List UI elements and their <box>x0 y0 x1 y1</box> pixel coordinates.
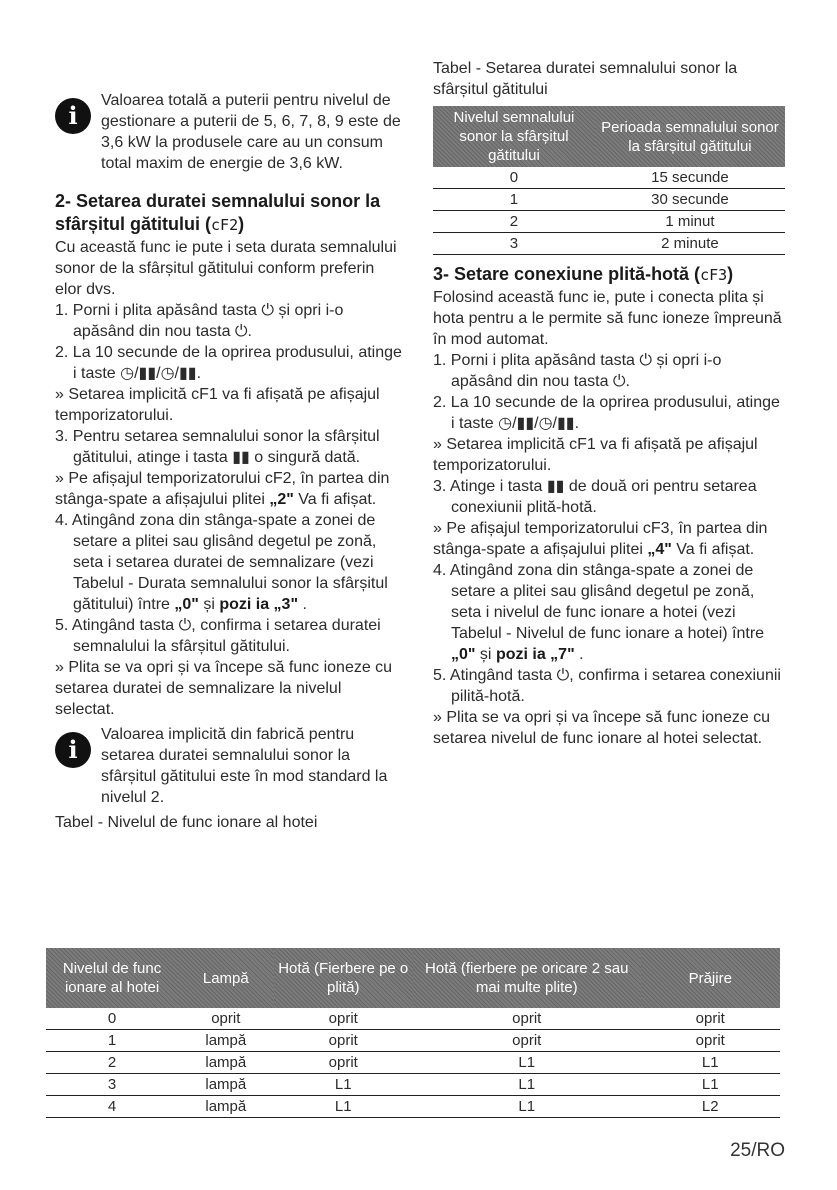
step-3: 3. Atinge i tasta ▮▮ de două ori pentru setarea conexiunii plită-hotă. <box>433 478 757 516</box>
hood-level-table <box>46 948 780 1118</box>
left-column <box>55 90 405 833</box>
right-column <box>433 58 785 749</box>
info-icon: i <box>55 732 91 768</box>
table-row: 0 15 secunde <box>433 167 785 189</box>
step-2: 2. La 10 secunde de la oprirea produsului, atinge i taste ◷/▮▮/◷/▮▮. <box>55 344 402 382</box>
step-1: 1. Porni i plita apăsând tasta ⏻ și opri i-o apăsând din nou tasta ⏻. <box>433 352 722 390</box>
note-display: » Pe afișajul temporizatorului cF3, în partea din stânga-spate a afișajului plitei „4" Va fi afișat. <box>433 520 768 558</box>
table-row: 3 lampă L1 L1 L1 <box>46 1074 780 1096</box>
code-cf3: cF3 <box>700 266 728 284</box>
step-3: 3. Pentru setarea semnalului sonor la sfârșitul gătitului, atinge i tasta ▮▮ o singură dată. <box>55 428 380 466</box>
section-2-intro: Cu această func ie pute i seta durata semnalului sonor de la sfârșitul gătitului conform preferin elor dvs. <box>55 239 397 298</box>
table-row: 1 30 secunde <box>433 189 785 211</box>
table-header: Lampă <box>178 948 273 1008</box>
page-number: 25/RO <box>730 1140 785 1161</box>
section-2-title: 2- Setarea duratei semnalului sonor la sfârșitul gătitului (cF2) <box>55 191 381 234</box>
step-4: 4. Atingând zona din stânga-spate a zonei de setare a plitei sau glisând degetul pe zonă, seta i setarea duratei de semnalizare (vezi Tabelul - Durata semnalului sonor la sfârșitul gătitului) între „0" și pozi ia „3" . <box>55 512 388 613</box>
table-header: Hotă (Fierbere pe o plită) <box>274 948 413 1008</box>
note-result: » Plita se va opri și va începe să func ioneze cu setarea nivelul de func ionare al hotei selectat. <box>433 709 771 747</box>
table-header: Hotă (fierbere pe oricare 2 sau mai multe plite) <box>413 948 641 1008</box>
table-row: 1 lampă oprit oprit oprit <box>46 1030 780 1052</box>
table-1-title: Tabel - Setarea duratei semnalului sonor la sfârșitul gătitului <box>433 60 738 98</box>
info-note-power <box>55 90 405 174</box>
section-3-title: 3- Setare conexiune plită-hotă (cF3) <box>433 264 734 284</box>
table-row: 2 1 minut <box>433 211 785 233</box>
note-default: » Setarea implicită cF1 va fi afișată pe afișajul temporizatorului. <box>55 386 380 424</box>
table-header: Prăjire <box>641 948 781 1008</box>
info-text: Valoarea totală a puterii pentru nivelul de gestionare a puterii de 5, 6, 7, 8, 9 este de 3,6 kW la produsele care au un consum total maxim de energie de 3,6 kW. <box>101 92 401 172</box>
code-cf2: cF2 <box>211 216 239 234</box>
step-5: 5. Atingând tasta ⏻, confirma i setarea duratei semnalului la sfârșitul gătitului. <box>55 617 381 655</box>
table-2-title: Tabel - Nivelul de func ionare al hotei <box>55 814 318 831</box>
table-header: Nivelul de func ionare al hotei <box>46 948 178 1008</box>
info-icon: i <box>55 98 91 134</box>
step-1: 1. Porni i plita apăsând tasta ⏻ și opri i-o apăsând din nou tasta ⏻. <box>55 302 344 340</box>
info-note-default <box>55 724 405 808</box>
note-display: » Pe afișajul temporizatorului cF2, în partea din stânga-spate a afișajului plitei „2" Va fi afișat. <box>55 470 390 508</box>
table-row: 3 2 minute <box>433 233 785 255</box>
table-header: Perioada semnalului sonor la sfârșitul gătitului <box>595 106 785 167</box>
table-row: 0 oprit oprit oprit oprit <box>46 1008 780 1030</box>
table-row: 4 lampă L1 L1 L2 <box>46 1096 780 1118</box>
signal-duration-table <box>433 106 785 255</box>
step-5: 5. Atingând tasta ⏻, confirma i setarea conexiunii pilită-hotă. <box>433 667 781 705</box>
step-2: 2. La 10 secunde de la oprirea produsului, atinge i taste ◷/▮▮/◷/▮▮. <box>433 394 780 432</box>
step-4: 4. Atingând zona din stânga-spate a zonei de setare a plitei sau glisând degetul pe zonă, seta i nivelul de func ionare a hotei (vezi Tabelul - Nivelul de func ionare a hotei) între „0" și pozi ia „7" . <box>433 562 765 663</box>
info-text: Valoarea implicită din fabrică pentru setarea duratei semnalului sonor la sfârșitul gătitului este în mod standard la nivelul 2. <box>101 726 388 806</box>
note-result: » Plita se va opri și va începe să func ioneze cu setarea duratei de semnalizare la nivelul selectat. <box>55 659 393 718</box>
table-header: Nivelul semnalului sonor la sfârșitul gătitului <box>433 106 595 167</box>
section-3-intro: Folosind această func ie, pute i conecta plita și hota pentru a le permite să func ioneze împreună în mod automat. <box>433 289 782 348</box>
table-row: 2 lampă oprit L1 L1 <box>46 1052 780 1074</box>
note-default: » Setarea implicită cF1 va fi afișată pe afișajul temporizatorului. <box>433 436 758 474</box>
